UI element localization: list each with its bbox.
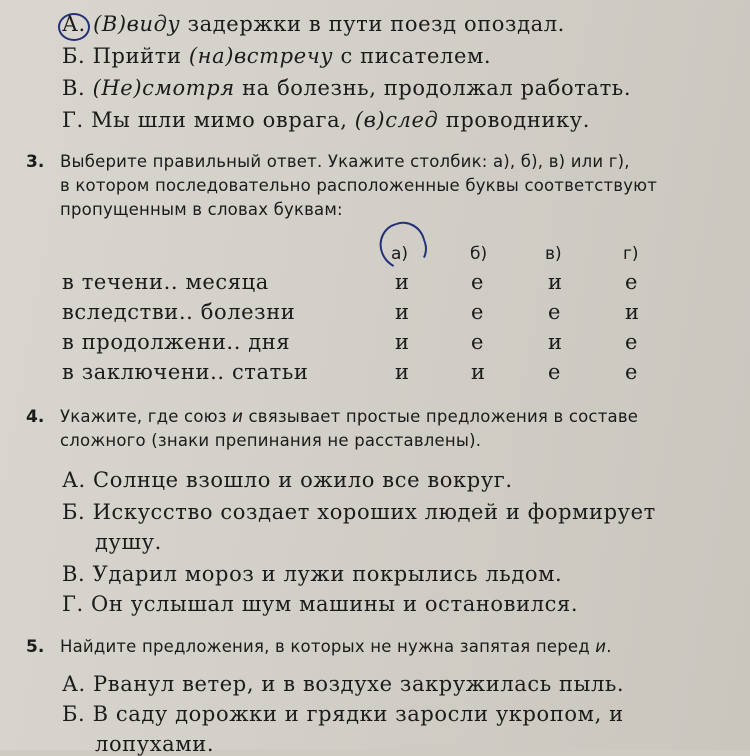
q3-cell: и: [395, 360, 409, 384]
q3-cell: е: [471, 270, 484, 294]
q3-text-line-1: Выберите правильный ответ. Укажите столбик: а), б), в) или г),: [60, 152, 630, 171]
q4-text-line-1: Укажите, где союз и связывает простые предложения в составе: [60, 407, 639, 426]
q3-cell: и: [395, 300, 409, 324]
q4-number: 4.: [26, 407, 45, 427]
q5-option-b-continuation: лопухами.: [95, 732, 215, 756]
q5-number: 5.: [26, 637, 45, 657]
q3-cell: е: [471, 300, 484, 324]
q3-column-d: г): [623, 244, 639, 264]
q3-row-phrase: вследстви.. болезни: [62, 300, 296, 324]
q2-option-d: Г. Мы шли мимо оврага, (в)след проводнику.: [62, 108, 590, 132]
q3-cell: е: [625, 360, 638, 384]
q3-column-a: а): [391, 244, 409, 264]
q2-option-c: В. (Не)смотря на болезнь, продолжал работать.: [62, 76, 632, 100]
q4-option-d: Г. Он услышал шум машины и остановился.: [62, 592, 579, 616]
q3-cell: е: [625, 270, 638, 294]
q3-cell: е: [548, 300, 561, 324]
q3-cell: е: [471, 330, 484, 354]
q3-text-line-3: пропущенным в словах буквам:: [60, 200, 343, 219]
q3-column-c: в): [545, 244, 562, 264]
q3-row-phrase: в продолжени.. дня: [62, 330, 291, 354]
q4-option-b: Б. Искусство создает хороших людей и формирует: [62, 500, 656, 524]
q4-option-a: А. Солнце взошло и ожило все вокруг.: [62, 468, 513, 492]
q3-cell: и: [625, 300, 639, 324]
q5-text: Найдите предложения, в которых не нужна запятая перед и.: [60, 637, 612, 656]
q3-text-line-2: в котором последовательно расположенные буквы соответствуют: [60, 176, 658, 195]
q3-column-b: б): [470, 244, 488, 264]
q2-option-a: А. (В)виду задержки в пути поезд опоздал.: [62, 12, 565, 36]
q3-cell: и: [395, 330, 409, 354]
q3-cell: и: [548, 330, 562, 354]
q3-cell: е: [625, 330, 638, 354]
q5-option-b: Б. В саду дорожки и грядки заросли укропом, и: [62, 702, 624, 726]
q4-option-b-continuation: душу.: [95, 530, 162, 554]
q3-cell: и: [395, 270, 409, 294]
q3-cell: е: [548, 360, 561, 384]
q4-option-c: В. Ударил мороз и лужи покрылись льдом.: [62, 562, 563, 586]
q3-row-phrase: в заключени.. статьи: [62, 360, 309, 384]
q5-option-a: А. Рванул ветер, и в воздухе закружилась пыль.: [62, 672, 625, 696]
q3-cell: и: [471, 360, 485, 384]
q2-option-b: Б. Прийти (на)встречу с писателем.: [62, 44, 492, 68]
q3-row-phrase: в течени.. месяца: [62, 270, 269, 294]
q3-number: 3.: [26, 152, 45, 172]
q4-text-line-2: сложного (знаки препинания не расставлены).: [60, 431, 482, 450]
q3-cell: и: [548, 270, 562, 294]
